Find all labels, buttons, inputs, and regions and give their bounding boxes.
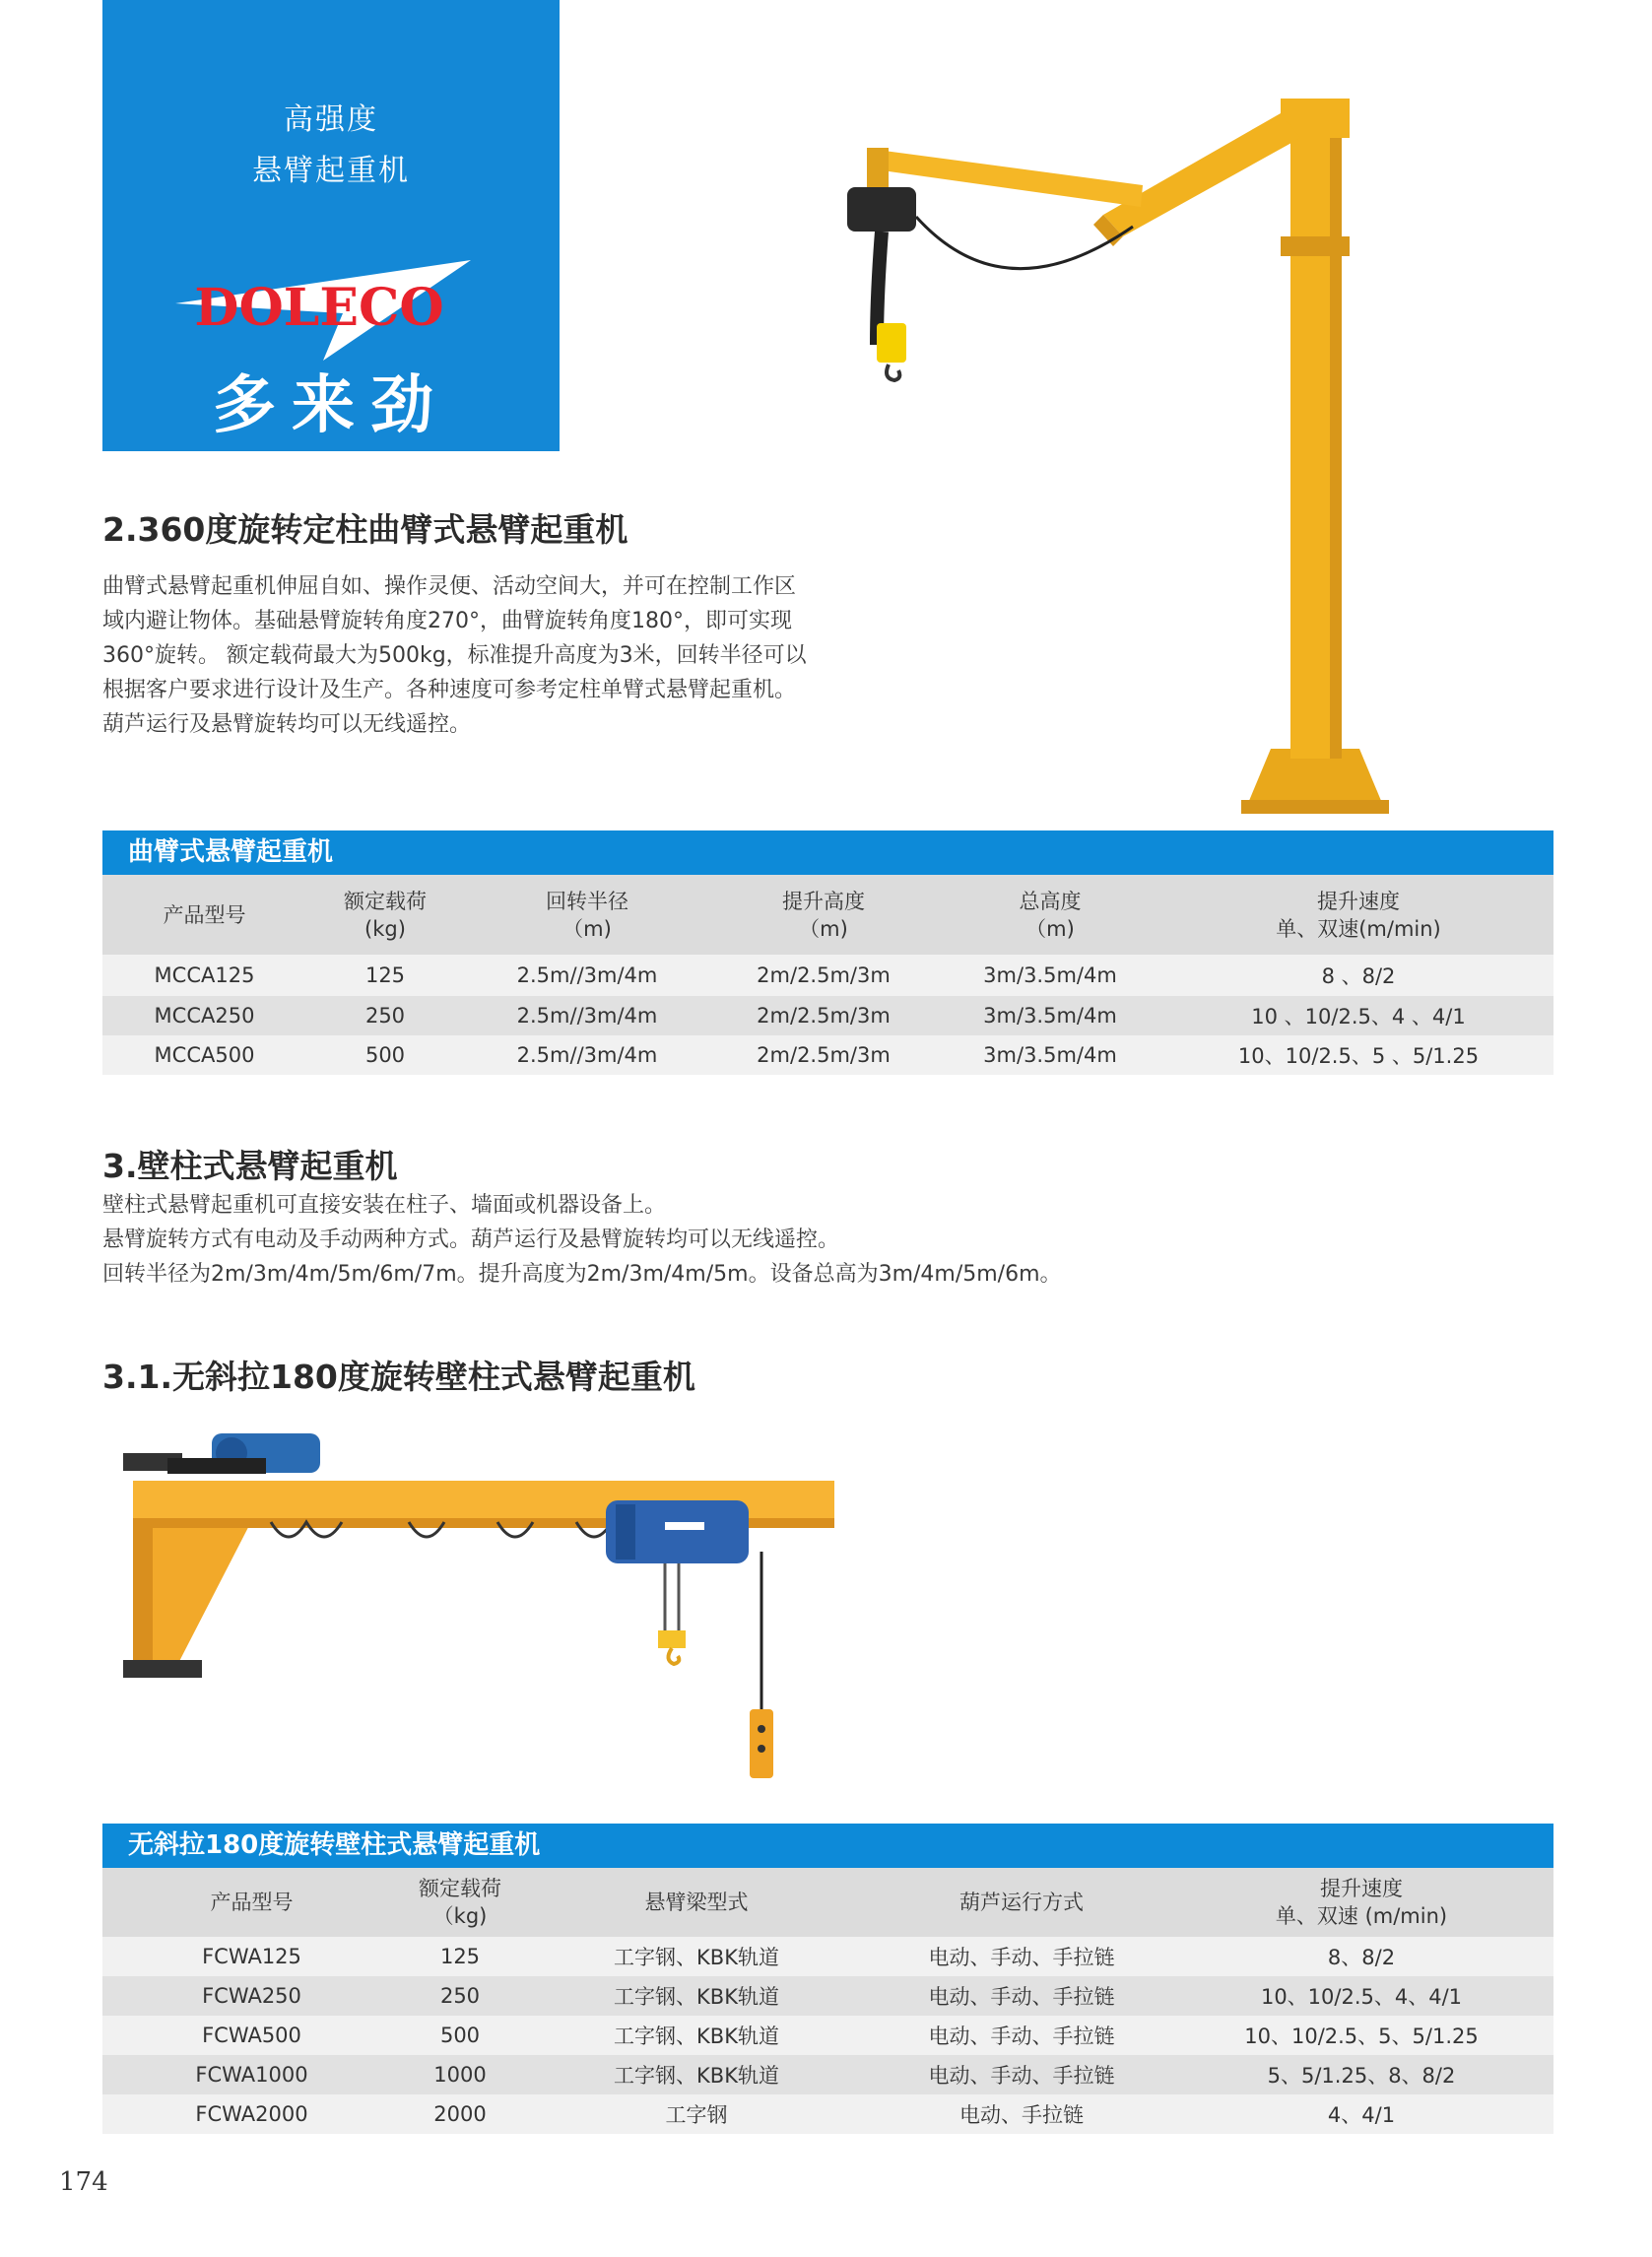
table-cell: 250 — [401, 1976, 519, 2016]
wall-jib-crane-image — [113, 1424, 847, 1803]
table-row — [102, 996, 1553, 1035]
table-cell: MCCA250 — [102, 996, 306, 1035]
table-row — [102, 2055, 1553, 2094]
table-cell: 2.5m//3m/4m — [464, 996, 710, 1035]
table-cell: 工字钢 — [519, 2094, 874, 2134]
table-cell: 8 、8/2 — [1163, 955, 1553, 996]
table-cell: 电动、手动、手拉链 — [874, 2055, 1169, 2094]
table-cell: 工字钢、KBK轨道 — [519, 1976, 874, 2016]
header-cell: 额定载荷 （kg) — [401, 1868, 519, 1937]
table-cell: 2m/2.5m/3m — [710, 955, 937, 996]
table-cell: 500 — [306, 1035, 464, 1075]
paragraph-line: 悬臂旋转方式有电动及手动两种方式。葫芦运行及悬臂旋转均可以无线遥控。 — [102, 1228, 840, 1252]
table-cell: 125 — [306, 955, 464, 996]
table-cell: FCWA250 — [102, 1976, 401, 2016]
header-cell: 葫芦运行方式 — [874, 1868, 1169, 1937]
table-row — [102, 2094, 1553, 2134]
table-cell: 2000 — [401, 2094, 519, 2134]
table-cell: 工字钢、KBK轨道 — [519, 2016, 874, 2055]
table-cell: 8、8/2 — [1169, 1937, 1553, 1976]
section-3-heading: 3.壁柱式悬臂起重机 — [102, 1147, 398, 1185]
table-cell: 2m/2.5m/3m — [710, 1035, 937, 1075]
section-3-paragraph — [102, 1188, 1062, 1292]
table-cell: 10、10/2.5、4、4/1 — [1169, 1976, 1553, 2016]
table-cell: 5、5/1.25、8、8/2 — [1169, 2055, 1553, 2094]
table-title: 无斜拉180度旋转壁柱式悬臂起重机 — [102, 1824, 1553, 1868]
table-cell: 250 — [306, 996, 464, 1035]
header-cell: 悬臂梁型式 — [519, 1868, 874, 1937]
table-cell: 2m/2.5m/3m — [710, 996, 937, 1035]
table-articulating-jib-crane — [102, 830, 1553, 1075]
table-cell: 电动、手拉链 — [874, 2094, 1169, 2134]
header-cell: 产品型号 — [102, 875, 306, 955]
table-header-row — [102, 1868, 1553, 1937]
paragraph-line: 壁柱式悬臂起重机可直接安装在柱子、墙面或机器设备上。 — [102, 1193, 667, 1218]
pillar-articulating-jib-crane-image — [808, 59, 1419, 818]
table-cell: 10 、10/2.5、4 、4/1 — [1163, 996, 1553, 1035]
table-row — [102, 955, 1553, 996]
table-cell: 2.5m//3m/4m — [464, 1035, 710, 1075]
table-cell: 工字钢、KBK轨道 — [519, 2055, 874, 2094]
table-cell: 125 — [401, 1937, 519, 1976]
header-cell: 提升速度 单、双速(m/min) — [1163, 875, 1553, 955]
table-cell: MCCA500 — [102, 1035, 306, 1075]
section-3-1-heading: 3.1.无斜拉180度旋转壁柱式悬臂起重机 — [102, 1358, 695, 1396]
table-row — [102, 2016, 1553, 2055]
paragraph-line: 域内避让物体。基础悬臂旋转角度270°，曲臂旋转角度180°，即可实现 — [102, 609, 792, 633]
table-cell: 1000 — [401, 2055, 519, 2094]
paragraph-line: 根据客户要求进行设计及生产。各种速度可参考定柱单臂式悬臂起重机。 — [102, 678, 797, 702]
page-number: 174 — [59, 2167, 108, 2197]
table-cell: 电动、手动、手拉链 — [874, 1976, 1169, 2016]
table-cell: 工字钢、KBK轨道 — [519, 1937, 874, 1976]
logo-text: DOLECO — [194, 278, 444, 338]
table-cell: 3m/3.5m/4m — [937, 955, 1163, 996]
paragraph-line: 葫芦运行及悬臂旋转均可以无线遥控。 — [102, 712, 472, 737]
table-cell: FCWA125 — [102, 1937, 401, 1976]
header-cell: 回转半径 （m) — [464, 875, 710, 955]
table-cell: 10、10/2.5、5 、5/1.25 — [1163, 1035, 1553, 1075]
table-cell: 电动、手动、手拉链 — [874, 2016, 1169, 2055]
table-header-row — [102, 875, 1553, 955]
brand-chinese-name: 多来劲 — [213, 369, 449, 442]
paragraph-line: 360°旋转。 额定载荷最大为500kg，标准提升高度为3米，回转半径可以 — [102, 643, 807, 668]
table-cell: FCWA500 — [102, 2016, 401, 2055]
header-cell: 提升速度 单、双速 (m/min) — [1169, 1868, 1553, 1937]
header-cell: 总高度 （m) — [937, 875, 1163, 955]
paragraph-line: 回转半径为2m/3m/4m/5m/6m/7m。提升高度为2m/3m/4m/5m。设备总高为3m/4m/5m/6m。 — [102, 1262, 1062, 1287]
header-cell: 提升高度 （m) — [710, 875, 937, 955]
table-cell: 500 — [401, 2016, 519, 2055]
table-cell: 电动、手动、手拉链 — [874, 1937, 1169, 1976]
section-2-heading: 2.360度旋转定柱曲臂式悬臂起重机 — [102, 510, 628, 549]
paragraph-line: 曲臂式悬臂起重机伸屈自如、操作灵便、活动空间大，并可在控制工作区 — [102, 574, 797, 599]
table-cell: 3m/3.5m/4m — [937, 1035, 1163, 1075]
brand-tagline-1: 高强度 — [284, 102, 378, 137]
table-cell: FCWA2000 — [102, 2094, 401, 2134]
table-cell: MCCA125 — [102, 955, 306, 996]
table-wall-jib-crane — [102, 1824, 1553, 2134]
table-cell: 10、10/2.5、5、5/1.25 — [1169, 2016, 1553, 2055]
table-row — [102, 1035, 1553, 1075]
header-cell: 产品型号 — [102, 1868, 401, 1937]
brand-panel — [102, 0, 560, 451]
header-cell: 额定载荷 (kg) — [306, 875, 464, 955]
table-cell: FCWA1000 — [102, 2055, 401, 2094]
table-row — [102, 1937, 1553, 1976]
table-title: 曲臂式悬臂起重机 — [102, 830, 1553, 875]
doleco-logo — [175, 258, 471, 366]
table-cell: 4、4/1 — [1169, 2094, 1553, 2134]
table-cell: 2.5m//3m/4m — [464, 955, 710, 996]
table-row — [102, 1976, 1553, 2016]
brand-tagline-2: 悬臂起重机 — [252, 154, 410, 188]
table-cell: 3m/3.5m/4m — [937, 996, 1163, 1035]
section-2-paragraph — [102, 569, 807, 742]
